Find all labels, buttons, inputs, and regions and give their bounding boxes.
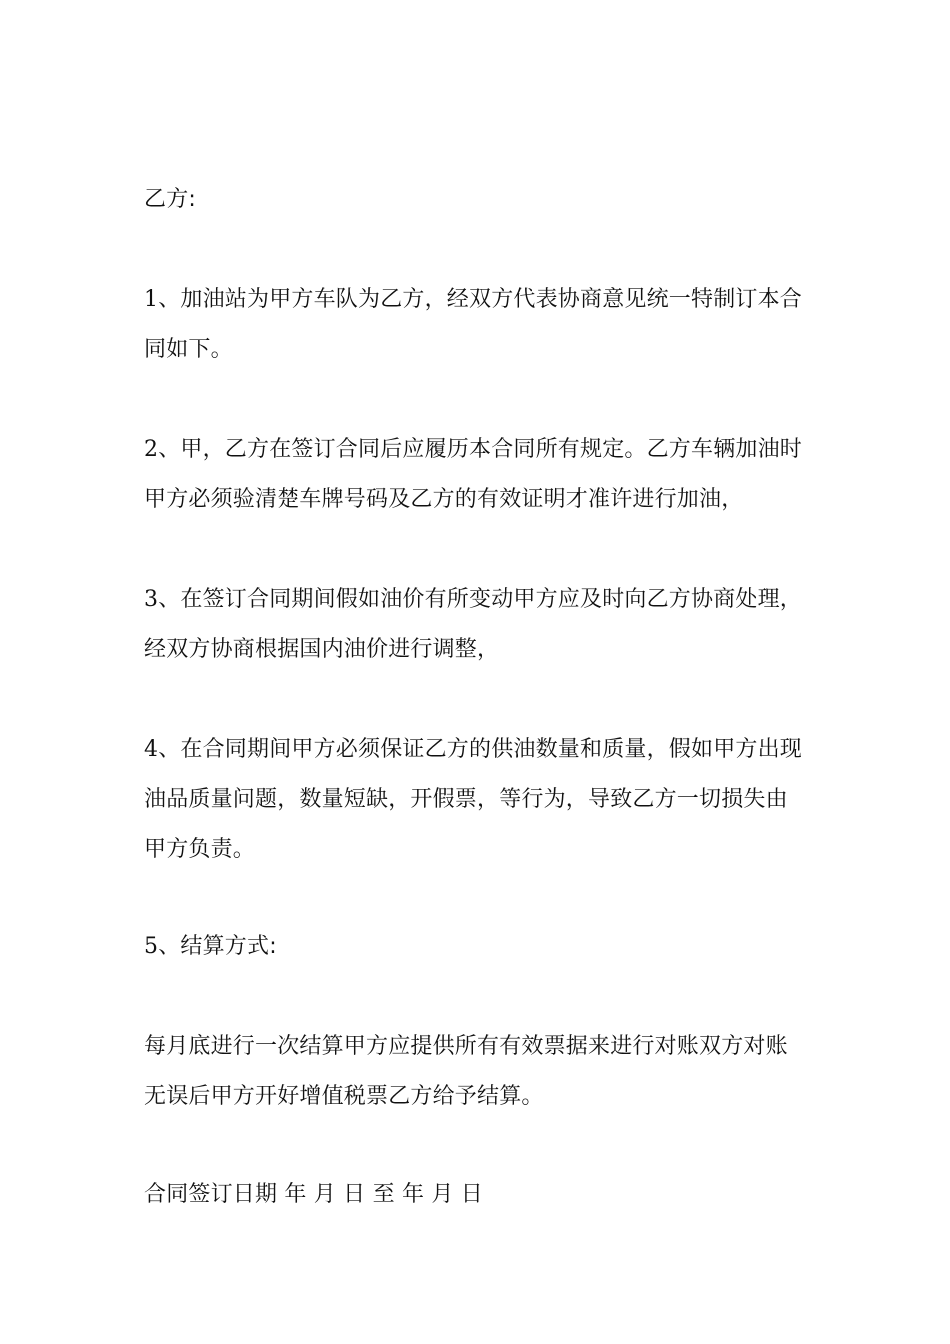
clause-number: 4 bbox=[144, 737, 159, 762]
clause-number: 1 bbox=[144, 287, 159, 312]
clause-5 bbox=[144, 922, 814, 972]
clause-number: 2 bbox=[144, 437, 159, 462]
clause-text: 、甲，乙方在签订合同后应履历本合同所有规定。乙方车辆加油时 bbox=[158, 437, 803, 462]
clause-2 bbox=[144, 425, 814, 525]
clause-4 bbox=[144, 725, 814, 875]
clause-text: 、加油站为甲方车队为乙方，经双方代表协商意见统一特制订本合 bbox=[158, 287, 803, 312]
clause-text: 甲方必须验清楚车牌号码及乙方的有效证明才准许进行加油， bbox=[144, 487, 744, 512]
clause-text: 、在签订合同期间假如油价有所变动甲方应及时向乙方协商处理， bbox=[158, 587, 803, 612]
settlement-paragraph bbox=[144, 1022, 814, 1122]
clause-1 bbox=[144, 275, 814, 375]
clause-text: 甲方负责。 bbox=[144, 837, 256, 862]
clause-number: 5 bbox=[144, 934, 159, 959]
clause-text: 同如下。 bbox=[144, 337, 233, 362]
clause-text: 、在合同期间甲方必须保证乙方的供油数量和质量，假如甲方出现 bbox=[158, 737, 803, 762]
clause-text: 油品质量问题，数量短缺，开假票，等行为，导致乙方一切损失由 bbox=[144, 787, 788, 812]
clause-text: 经双方协商根据国内油价进行调整， bbox=[144, 637, 500, 662]
signing-date: 合同签订日期 年 月 日 至 年 月 日 bbox=[144, 1182, 483, 1207]
clause-3 bbox=[144, 575, 814, 675]
settlement-text: 每月底进行一次结算甲方应提供所有有效票据来进行对账双方对账 bbox=[144, 1034, 788, 1059]
clause-text: 、结算方式: bbox=[158, 934, 277, 959]
party-b-label: 乙方: bbox=[144, 187, 197, 212]
settlement-text: 无误后甲方开好增值税票乙方给予结算。 bbox=[144, 1084, 544, 1109]
clause-number: 3 bbox=[144, 587, 159, 612]
